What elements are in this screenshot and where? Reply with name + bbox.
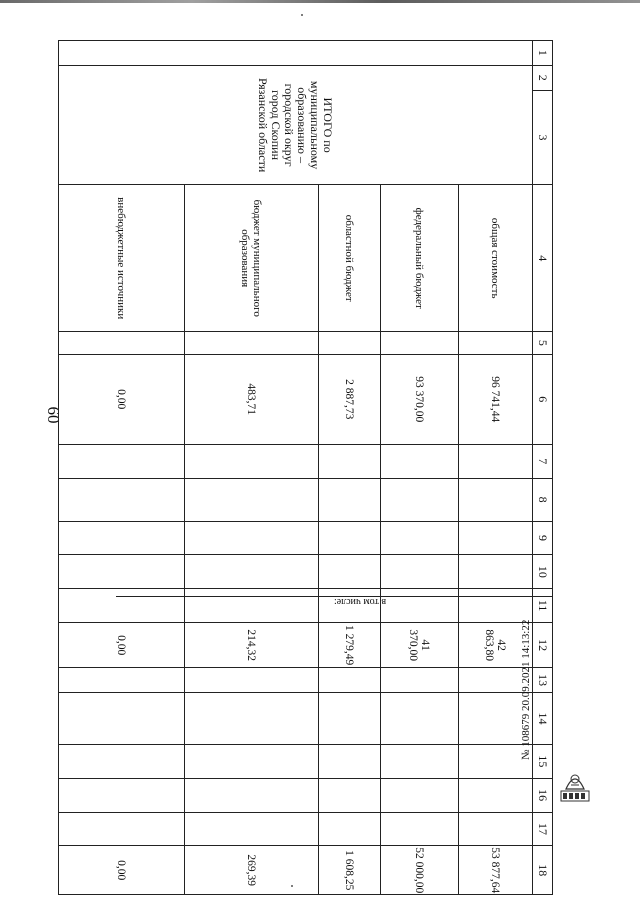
cell-col6: 483,71 bbox=[185, 354, 319, 444]
col-num: 3 bbox=[533, 90, 553, 185]
including-label: в том числе: bbox=[333, 596, 387, 607]
budget-table bbox=[58, 40, 553, 895]
cell-col6: 93 370,00 bbox=[381, 354, 459, 444]
registration-stamp: № 108679 20.09.2021 14:13:22 bbox=[520, 619, 532, 760]
cell-col18: 53 877,64 bbox=[459, 846, 533, 895]
cell-col6: 96 741,44 bbox=[459, 354, 533, 444]
scan-edge bbox=[0, 0, 640, 3]
col-num: 13 bbox=[533, 668, 553, 693]
cell-col12: 41 370,00 bbox=[381, 623, 459, 668]
cell-col12: 0,00 bbox=[59, 623, 185, 668]
col-num: 16 bbox=[533, 778, 553, 812]
col-num: 4 bbox=[533, 185, 553, 332]
col-num: 12 bbox=[533, 623, 553, 668]
coat-of-arms-icon bbox=[560, 765, 590, 803]
col-num: 8 bbox=[533, 478, 553, 521]
column-number-row bbox=[533, 41, 553, 895]
row-label: областной бюджет bbox=[319, 185, 381, 332]
budget-table-page bbox=[58, 40, 553, 895]
col-num: 7 bbox=[533, 444, 553, 478]
col-num: 1 bbox=[533, 41, 553, 66]
row-label: внебюджетные источники bbox=[59, 185, 185, 332]
cell-col12: 42 863,80 bbox=[459, 623, 533, 668]
cell-col18: 269,39 bbox=[185, 846, 319, 895]
cell-col18: 0,00 bbox=[59, 846, 185, 895]
col-num: 11 bbox=[533, 589, 553, 623]
cell-col18: 52 000,00 bbox=[381, 846, 459, 895]
col-num: 18 bbox=[533, 846, 553, 895]
total-label: ИТОГО по муниципальному образованию – городской округ город Скопин Рязанской области bbox=[59, 65, 533, 185]
col-num: 15 bbox=[533, 744, 553, 778]
table-row bbox=[459, 41, 533, 895]
cell-col12: 1 279,49 bbox=[319, 623, 381, 668]
cell-col6: 0,00 bbox=[59, 354, 185, 444]
page-number: 60 bbox=[44, 406, 63, 424]
cell-col12: 214,32 bbox=[185, 623, 319, 668]
row-label: бюджет муниципального образования bbox=[185, 185, 319, 332]
cell-col6: 2 887,73 bbox=[319, 354, 381, 444]
col-num: 17 bbox=[533, 812, 553, 846]
col-num: 14 bbox=[533, 693, 553, 745]
row-label: федеральный бюджет bbox=[381, 185, 459, 332]
col-num: 6 bbox=[533, 354, 553, 444]
col-num: 2 bbox=[533, 65, 553, 90]
col-num: 9 bbox=[533, 521, 553, 555]
scan-speck bbox=[301, 14, 303, 16]
row-label: общая стоимость bbox=[459, 185, 533, 332]
cell-col18: 1 608,25 bbox=[319, 846, 381, 895]
col-num: 5 bbox=[533, 332, 553, 355]
col-num: 10 bbox=[533, 555, 553, 589]
